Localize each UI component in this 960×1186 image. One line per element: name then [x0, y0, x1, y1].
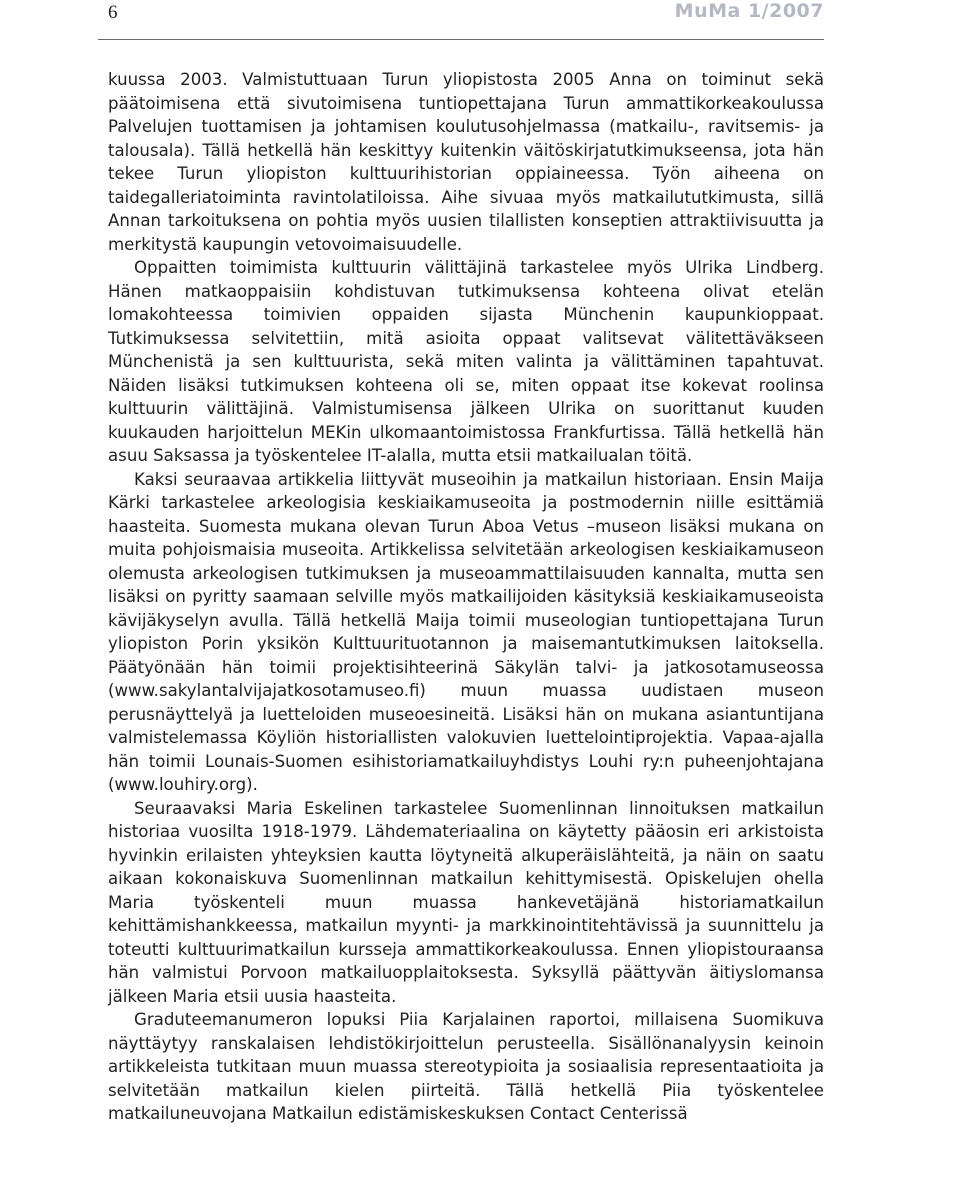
paragraph-maria: Seuraavaksi Maria Eskelinen tarkastelee Suomenlinnan linnoituksen matkailun historiaa vuosilta 1918-1979. Lähdemateriaalina on käytetty pääosin eri arkistoista hyvinkin erilaisten yhteyksien kautta löytyneitä alkuperäislähteitä, ja näin on saatu aikaan kokonaiskuva Suomenlinnan matkailun kehittymisestä. Opiskelujen ohella Maria työskenteli muun muassa hankevetäjänä historiamatkailun kehittämishankkeessa, matkailun myynti- ja markkinointitehtävissä ja suunnittelu ja toteutti kulttuurimatkailun kursseja ammattikorkeakoulussa. Ennen yliopistouraansa hän valmistui Porvoon matkailuopplaitoksesta. Syksyllä päättyvän äitiyslomansa jälkeen Maria etsii uusia haasteita.: [108, 798, 824, 1006]
header-rule: [98, 39, 824, 40]
article-body: [108, 68, 824, 1126]
paragraph-ulrika: Oppaitten toimimista kulttuurin välittäjinä tarkastelee myös Ulrika Lindberg. Hänen matkaoppaisiin kohdistuvan tutkimuksensa kohteena olivat etelän lomakohteessa toimivien oppaiden sijasta Münchenin kaupunkioppaat. Tutkimuksessa selvitettiin, mitä asioita oppaat valitsevat välitettäväkseen Münchenistä ja sen kulttuurista, sekä miten valinta ja välittäminen tapahtuvat. Näiden lisäksi tutkimuksen kohteena oli se, miten oppaat itse kokevat roolinsa kulttuurin välittäjinä. Valmistumisensa jälkeen Ulrika on suorittanut kuuden kuukauden harjoittelun MEKin ulkomaantoimistossa Frankfurtissa. Tällä hetkellä hän asuu Saksassa ja työskentelee IT-alalla, mutta etsii matkailualan töitä.: [108, 258, 824, 465]
paragraph-piia: Graduteemanumeron lopuksi Piia Karjalainen raportoi, millaisena Suomikuva näyttäytyy ranskalaisen lehdistökirjoittelun perusteella. Sisällönanalyysin keinoin artikkeleista tutkitaan muun muassa stereotypioita ja sosiaalisia representaatioita ja selvitetään matkailun kielen piirteitä. Tällä hetkellä Piia työskentelee matkailuneuvojana Matkailun edistämiskeskuksen Contact Centerissä: [108, 1010, 824, 1123]
page-number: 6: [108, 2, 118, 23]
paragraph-anna: kuussa 2003. Valmistuttuaan Turun yliopistosta 2005 Anna on toiminut sekä päätoimisena että sivutoimisena tuntiopettajana Turun ammattikorkeakoulussa Palvelujen tuottamisen ja johtamisen koulutusohjelmassa (matkailu-, ravitsemis- ja talousala). Tällä hetkellä hän keskittyy kuitenkin väitöskirjatutkimukseensa, jota hän tekee Turun yliopiston kulttuurihistorian oppiaineessa. Työn aiheena on taidegalleriatoiminta ravintolatiloissa. Aihe sivuaa myös matkailututkimusta, sillä Annan tarkoituksena on pohtia myös uusien tilallisten konseptien attraktiivisuutta ja merkitystä kaupungin vetovoimaisuudelle.: [108, 70, 824, 254]
journal-title: MuMa 1/2007: [674, 0, 824, 22]
page-header: [108, 0, 824, 28]
paragraph-maija: Kaksi seuraavaa artikkelia liittyvät museoihin ja matkailun historiaan. Ensin Maija Kärki tarkastelee arkeologisia keskiaikamuseoita ja postmodernin niille esittämiä haasteita. Suomesta mukana olevan Turun Aboa Vetus –museon lisäksi mukana on muita pohjoismaisia museoita. Artikkelissa selvitetään arkeologisen keskiaikamuseon olemusta arkeologisen tutkimuksen ja museoammattilaisuuden kannalta, mutta sen lisäksi on pyritty saamaan selville myös matkailijoiden käsityksiä keskiaikamuseoista kävijäkyselyn avulla. Tällä hetkellä Maija toimii museologian tuntiopettajana Turun yliopiston Porin yksikön Kulttuurituotannon ja maisemantutkimuksen laitoksella. Päätyönään hän toimii projektisihteerinä Säkylän talvi- ja jatkosotamuseossa (www.sakylantalvijajatkosotamuseo.fi) muun muassa uudistaen museon perusnäyttelyä ja luetteloiden museoesineitä. Lisäksi hän on mukana asiantuntijana valmistelemassa Köyliön historiallisten valokuvien luettelointiprojektia. Vapaa-ajalla hän toimii Lounais-Suomen esihistoriamatkailuyhdistys Louhi ry:n puheenjohtajana (www.louhiry.org).: [108, 469, 824, 794]
